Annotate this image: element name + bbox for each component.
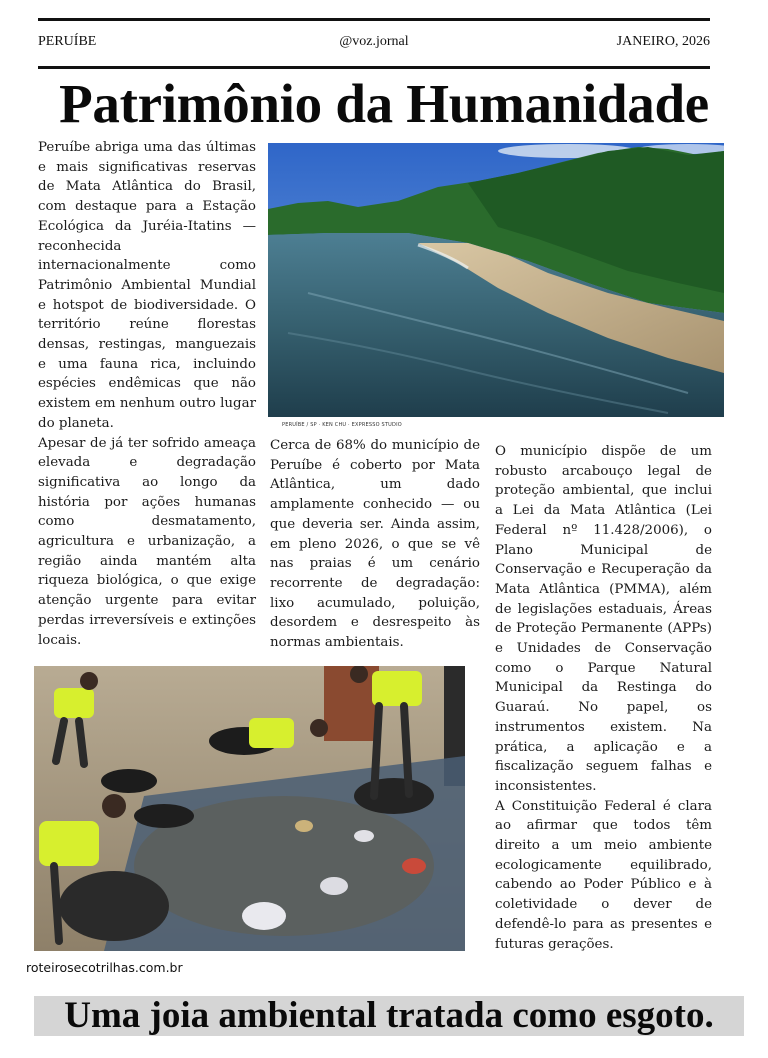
- article-column-2: [270, 436, 480, 653]
- masthead: [38, 34, 710, 54]
- masthead-handle: @voz.jornal: [339, 34, 409, 49]
- source-caption: roteirosecotrilhas.com.br: [26, 960, 183, 975]
- coastline-aerial-photo: [268, 143, 724, 417]
- beach-cleanup-photo: [34, 666, 465, 951]
- photo-credit: PERUÍBE / SP · KEN CHU · EXPRESSO STUDIO: [282, 422, 402, 428]
- headline: Patrimônio da Humanidade: [59, 73, 709, 134]
- masthead-location: PERUÍBE: [38, 34, 97, 49]
- article-column-1: [38, 138, 256, 650]
- paragraph: Peruíbe abriga uma das últimas e mais significativas reservas de Mata Atlântica do Brasil, com destaque para a Estação Ecológica da Juréia-Itatins — reconhecida internacionalmente como Patrimônio Ambiental Mundial e hotspot de biodiversidade. O território reúne florestas densas, restingas, manguezais e uma fauna rica, incluindo espécies endêmicas que não existem em nenhum outro lugar do planeta.: [38, 140, 256, 431]
- paragraph: O município dispõe de um robusto arcabouço legal de proteção ambiental, que inclui a Lei da Mata Atlântica (Lei Federal nº 11.428/2006), o Plano Municipal de Conservação e Recuperação da Mata Atlântica (PMMA), além de legislações estaduais, Áreas de Proteção Permanente (APPs) e Unidades de Conservação como o Parque Natural Municipal da Restinga do Guaraú. No papel, os instrumentos existem. Na prática, a aplicação e a fiscalização seguem falhas e inconsistentes.: [495, 444, 712, 794]
- article-column-3: [495, 442, 712, 954]
- closing-banner: Uma joia ambiental tratada como esgoto.: [34, 996, 744, 1036]
- paragraph: Apesar de já ter sofrido ameaça elevada e degradação significativa ao longo da história por ações humanas como desmatamento, agricultura e urbanização, a região ainda mantém alta riqueza biológica, o que exige atenção urgente para evitar perdas irreversíveis e extinções locais.: [38, 435, 256, 648]
- paragraph: Cerca de 68% do município de Peruíbe é coberto por Mata Atlântica, um dado amplamente conhecido — ou que deveria ser. Ainda assim, em pleno 2026, o que se vê nas praias é um cenário recorrente de degradação: lixo acumulado, poluição, desordem e desrespeito às normas ambientais.: [270, 438, 480, 651]
- masthead-date: JANEIRO, 2026: [616, 34, 710, 49]
- paragraph: A Constituição Federal é clara ao afirmar que todos têm direito a um meio ambiente ecologicamente equilibrado, cabendo ao Poder Público e à coletividade o dever de defendê-lo para as presentes e futuras gerações.: [495, 798, 712, 952]
- masthead-rule: [38, 66, 710, 69]
- top-rule: [38, 18, 710, 21]
